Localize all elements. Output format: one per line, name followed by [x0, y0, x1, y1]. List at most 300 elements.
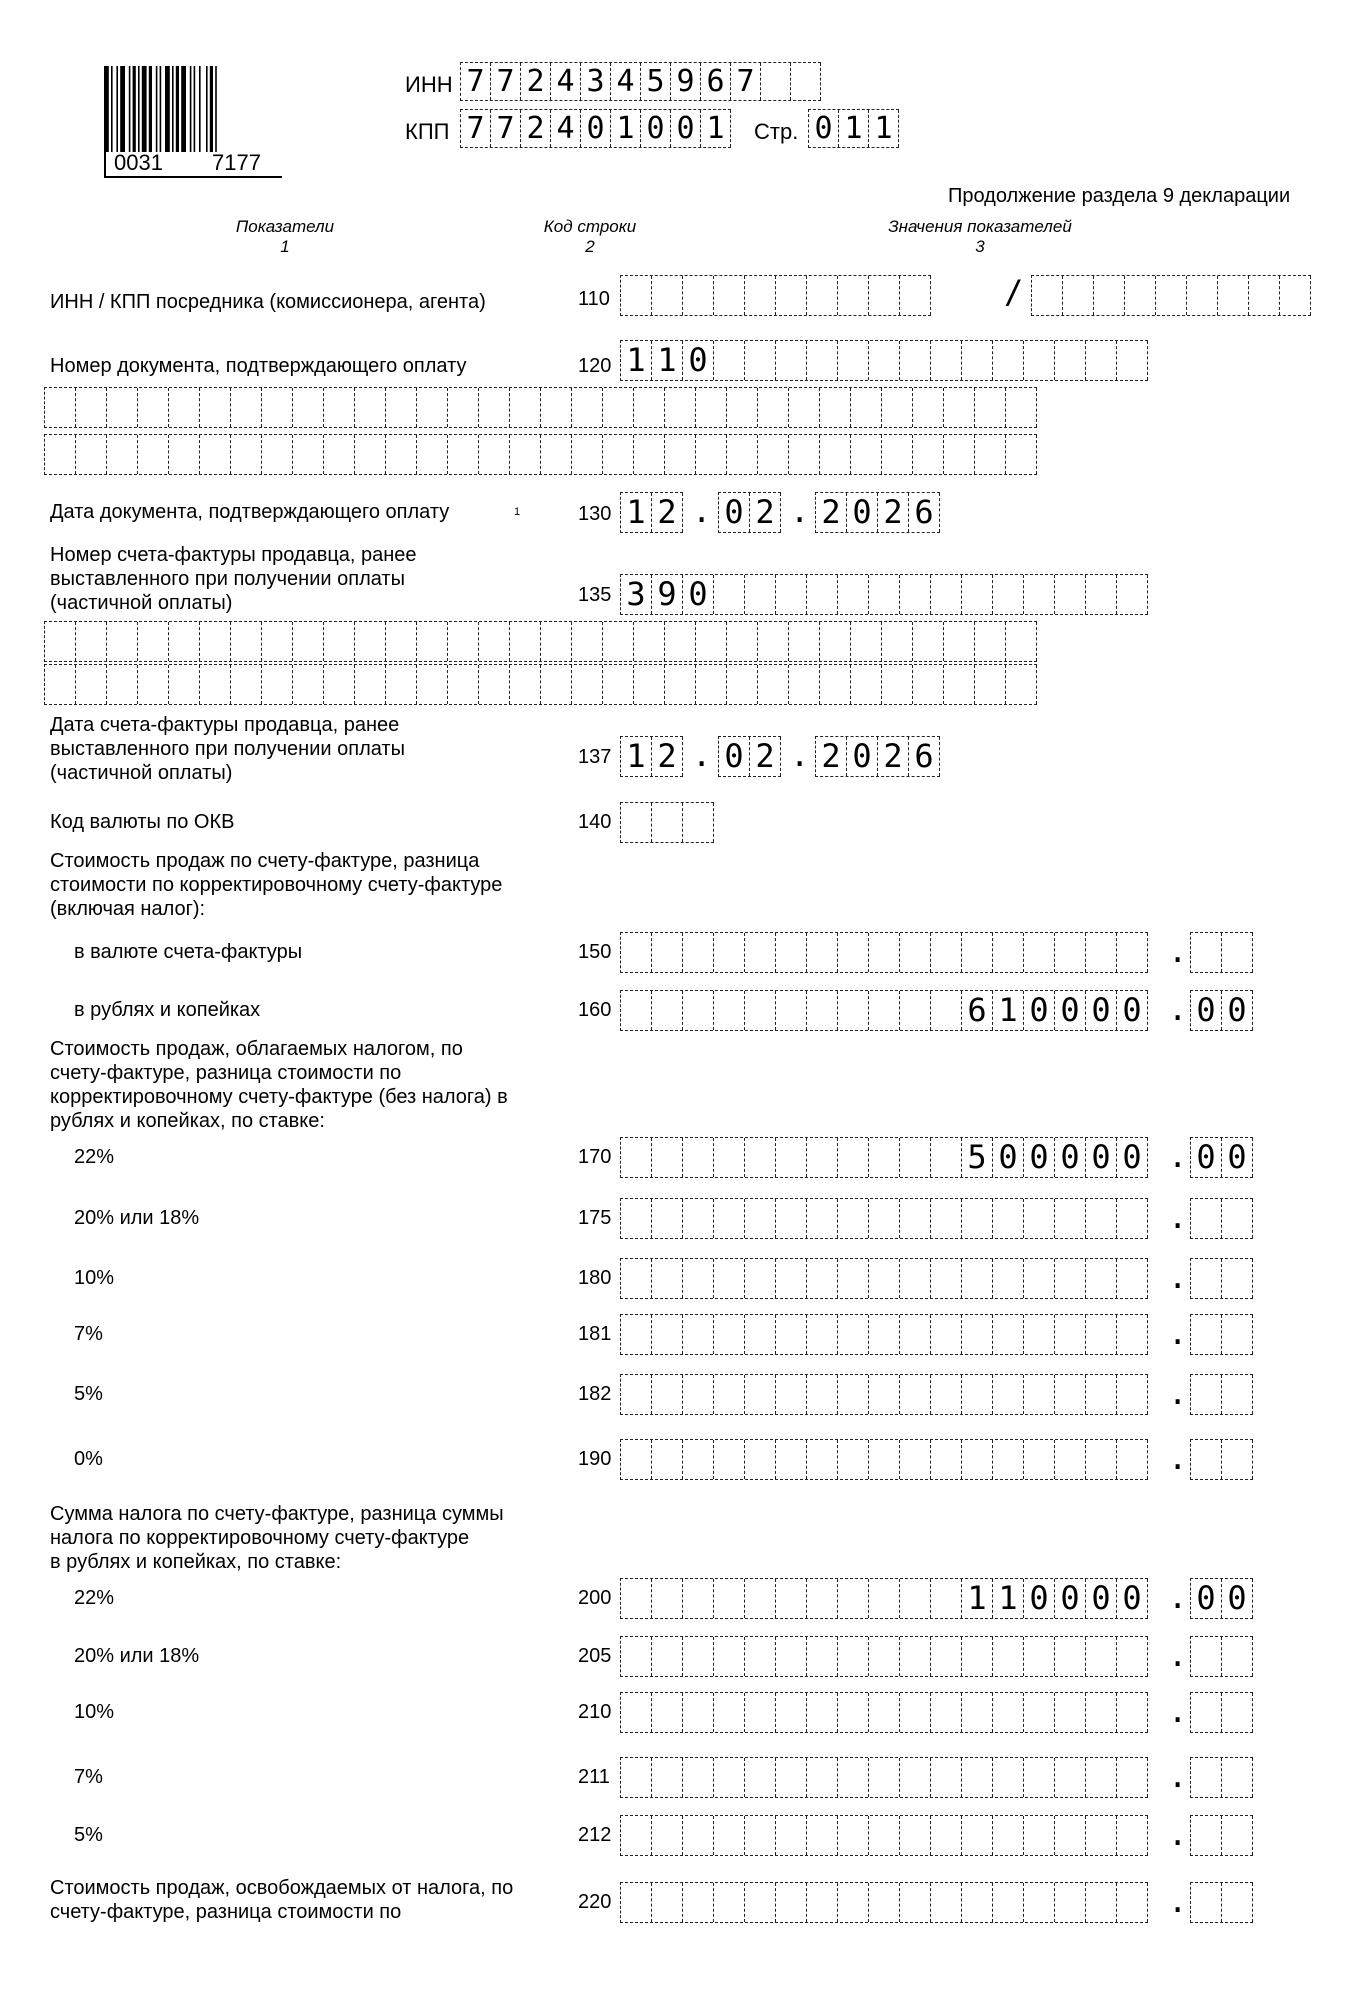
char-cell[interactable]: 0	[1191, 1138, 1222, 1177]
char-cell[interactable]	[1222, 933, 1253, 972]
char-cell[interactable]	[758, 435, 789, 474]
char-cell[interactable]: 0	[581, 110, 611, 147]
char-cell[interactable]	[665, 622, 696, 661]
char-cell[interactable]	[869, 1259, 900, 1298]
char-cell[interactable]	[993, 341, 1024, 380]
char-cell[interactable]	[652, 1816, 683, 1855]
char-cell[interactable]	[1024, 1199, 1055, 1238]
char-cell[interactable]	[745, 1259, 776, 1298]
char-cell[interactable]	[869, 1637, 900, 1676]
char-cell[interactable]: 2	[816, 737, 847, 776]
char-cell[interactable]	[683, 803, 714, 842]
char-cell[interactable]	[962, 1440, 993, 1479]
char-cell[interactable]	[621, 803, 652, 842]
char-cell[interactable]: 0	[1024, 991, 1055, 1030]
char-cell[interactable]	[869, 341, 900, 380]
char-cell[interactable]	[1055, 1637, 1086, 1676]
char-cell[interactable]	[417, 665, 448, 704]
char-cell[interactable]	[652, 276, 683, 315]
char-cell[interactable]	[683, 1440, 714, 1479]
char-cell[interactable]: 7	[461, 110, 491, 147]
char-cell[interactable]	[931, 1138, 962, 1177]
char-cell[interactable]	[107, 622, 138, 661]
row-170-kopecks-field[interactable]	[1190, 1137, 1253, 1178]
char-cell[interactable]	[138, 435, 169, 474]
char-cell[interactable]: 4	[551, 110, 581, 147]
char-cell[interactable]	[1117, 1375, 1148, 1414]
row-120-field[interactable]	[620, 340, 1148, 381]
char-cell[interactable]	[714, 1816, 745, 1855]
char-cell[interactable]	[993, 1375, 1024, 1414]
char-cell[interactable]	[900, 1199, 931, 1238]
char-cell[interactable]	[1249, 276, 1280, 315]
char-cell[interactable]	[652, 991, 683, 1030]
char-cell[interactable]	[621, 1138, 652, 1177]
char-cell[interactable]	[962, 1259, 993, 1298]
char-cell[interactable]	[1222, 1440, 1253, 1479]
char-cell[interactable]	[807, 1579, 838, 1618]
char-cell[interactable]	[696, 435, 727, 474]
char-cell[interactable]	[621, 933, 652, 972]
char-cell[interactable]: 0	[1222, 1138, 1253, 1177]
char-cell[interactable]	[1024, 1440, 1055, 1479]
char-cell[interactable]	[1086, 933, 1117, 972]
row-120-field-line-2[interactable]	[44, 387, 1037, 428]
char-cell[interactable]	[417, 388, 448, 427]
char-cell[interactable]: 3	[621, 575, 652, 614]
char-cell[interactable]	[993, 1259, 1024, 1298]
char-cell[interactable]	[510, 388, 541, 427]
char-cell[interactable]	[900, 1138, 931, 1177]
char-cell[interactable]	[293, 622, 324, 661]
char-cell[interactable]: 0	[847, 737, 878, 776]
char-cell[interactable]	[900, 1579, 931, 1618]
char-cell[interactable]	[541, 665, 572, 704]
char-cell[interactable]	[541, 622, 572, 661]
char-cell[interactable]	[931, 1375, 962, 1414]
char-cell[interactable]	[714, 1199, 745, 1238]
char-cell[interactable]	[1086, 1883, 1117, 1922]
char-cell[interactable]: 0	[1222, 1579, 1253, 1618]
char-cell[interactable]	[1006, 665, 1037, 704]
char-cell[interactable]	[45, 388, 76, 427]
char-cell[interactable]	[882, 435, 913, 474]
row-190-kopecks-field[interactable]	[1190, 1439, 1253, 1480]
char-cell[interactable]	[900, 1637, 931, 1676]
char-cell[interactable]: 1	[993, 991, 1024, 1030]
char-cell[interactable]	[882, 388, 913, 427]
char-cell[interactable]	[417, 622, 448, 661]
char-cell[interactable]	[1117, 1637, 1148, 1676]
char-cell[interactable]	[448, 388, 479, 427]
char-cell[interactable]	[931, 991, 962, 1030]
char-cell[interactable]	[621, 1693, 652, 1732]
char-cell[interactable]	[1117, 341, 1148, 380]
char-cell[interactable]	[807, 1637, 838, 1676]
char-cell[interactable]	[1125, 276, 1156, 315]
char-cell[interactable]	[1191, 1693, 1222, 1732]
char-cell[interactable]	[993, 1440, 1024, 1479]
char-cell[interactable]	[931, 1693, 962, 1732]
char-cell[interactable]	[869, 276, 900, 315]
char-cell[interactable]	[169, 665, 200, 704]
char-cell[interactable]	[1024, 1315, 1055, 1354]
char-cell[interactable]	[714, 575, 745, 614]
char-cell[interactable]	[776, 1579, 807, 1618]
char-cell[interactable]	[603, 622, 634, 661]
char-cell[interactable]	[652, 1579, 683, 1618]
char-cell[interactable]	[714, 1637, 745, 1676]
char-cell[interactable]	[714, 1883, 745, 1922]
char-cell[interactable]	[1006, 435, 1037, 474]
char-cell[interactable]	[931, 1259, 962, 1298]
row-205-rubles-field[interactable]	[620, 1636, 1148, 1677]
char-cell[interactable]	[1191, 1259, 1222, 1298]
char-cell[interactable]	[76, 622, 107, 661]
char-cell[interactable]: 0	[1024, 1579, 1055, 1618]
char-cell[interactable]	[931, 933, 962, 972]
char-cell[interactable]	[900, 276, 931, 315]
char-cell[interactable]	[1086, 1259, 1117, 1298]
char-cell[interactable]	[572, 665, 603, 704]
char-cell[interactable]	[1117, 1440, 1148, 1479]
char-cell[interactable]: 2	[652, 493, 683, 532]
char-cell[interactable]	[1086, 1816, 1117, 1855]
char-cell[interactable]: 1	[993, 1579, 1024, 1618]
char-cell[interactable]	[913, 388, 944, 427]
char-cell[interactable]	[169, 388, 200, 427]
char-cell[interactable]	[1055, 1883, 1086, 1922]
char-cell[interactable]	[386, 388, 417, 427]
char-cell[interactable]	[621, 276, 652, 315]
row-110-inn-field[interactable]	[620, 275, 931, 316]
char-cell[interactable]	[869, 575, 900, 614]
char-cell[interactable]	[807, 1440, 838, 1479]
char-cell[interactable]	[714, 1375, 745, 1414]
char-cell[interactable]	[621, 1758, 652, 1797]
char-cell[interactable]	[107, 435, 138, 474]
char-cell[interactable]	[1117, 1315, 1148, 1354]
char-cell[interactable]	[231, 665, 262, 704]
char-cell[interactable]	[1222, 1637, 1253, 1676]
char-cell[interactable]	[621, 1199, 652, 1238]
char-cell[interactable]	[851, 665, 882, 704]
char-cell[interactable]	[355, 388, 386, 427]
char-cell[interactable]	[745, 933, 776, 972]
row-130-day-field[interactable]	[620, 492, 683, 533]
char-cell[interactable]	[200, 665, 231, 704]
char-cell[interactable]	[1032, 276, 1063, 315]
char-cell[interactable]	[869, 933, 900, 972]
char-cell[interactable]: 6	[701, 63, 731, 100]
char-cell[interactable]	[807, 1199, 838, 1238]
char-cell[interactable]	[745, 575, 776, 614]
row-160-kopecks-field[interactable]	[1190, 990, 1253, 1031]
char-cell[interactable]	[776, 575, 807, 614]
char-cell[interactable]	[510, 665, 541, 704]
row-137-month-field[interactable]	[718, 736, 781, 777]
char-cell[interactable]	[820, 388, 851, 427]
char-cell[interactable]	[1280, 276, 1311, 315]
char-cell[interactable]	[603, 388, 634, 427]
char-cell[interactable]: 1	[621, 341, 652, 380]
char-cell[interactable]	[851, 388, 882, 427]
char-cell[interactable]	[993, 575, 1024, 614]
char-cell[interactable]: 0	[1191, 1579, 1222, 1618]
char-cell[interactable]	[293, 388, 324, 427]
char-cell[interactable]	[1191, 1315, 1222, 1354]
char-cell[interactable]	[76, 665, 107, 704]
char-cell[interactable]	[727, 622, 758, 661]
char-cell[interactable]	[758, 622, 789, 661]
char-cell[interactable]	[1191, 1883, 1222, 1922]
char-cell[interactable]: 0	[683, 341, 714, 380]
char-cell[interactable]	[76, 388, 107, 427]
char-cell[interactable]	[882, 665, 913, 704]
row-110-kpp-field[interactable]	[1031, 275, 1311, 316]
char-cell[interactable]	[1024, 1883, 1055, 1922]
char-cell[interactable]	[851, 622, 882, 661]
char-cell[interactable]	[776, 276, 807, 315]
char-cell[interactable]	[1222, 1375, 1253, 1414]
char-cell[interactable]	[683, 1816, 714, 1855]
char-cell[interactable]	[1086, 1315, 1117, 1354]
char-cell[interactable]	[745, 1440, 776, 1479]
char-cell[interactable]	[745, 1883, 776, 1922]
char-cell[interactable]	[1024, 575, 1055, 614]
char-cell[interactable]	[789, 665, 820, 704]
row-190-rubles-field[interactable]	[620, 1439, 1148, 1480]
char-cell[interactable]	[838, 1440, 869, 1479]
row-130-month-field[interactable]	[718, 492, 781, 533]
row-120-field-line-3[interactable]	[44, 434, 1037, 475]
char-cell[interactable]: 1	[611, 110, 641, 147]
row-210-rubles-field[interactable]	[620, 1692, 1148, 1733]
char-cell[interactable]: 0	[1055, 1138, 1086, 1177]
char-cell[interactable]	[962, 1758, 993, 1797]
char-cell[interactable]	[820, 665, 851, 704]
char-cell[interactable]: 0	[1191, 991, 1222, 1030]
char-cell[interactable]: 2	[878, 737, 909, 776]
row-181-rubles-field[interactable]	[620, 1314, 1148, 1355]
char-cell[interactable]	[652, 1138, 683, 1177]
char-cell[interactable]	[962, 575, 993, 614]
char-cell[interactable]: 1	[652, 341, 683, 380]
char-cell[interactable]	[634, 622, 665, 661]
char-cell[interactable]: 0	[719, 737, 750, 776]
char-cell[interactable]: 2	[878, 493, 909, 532]
char-cell[interactable]	[1086, 341, 1117, 380]
char-cell[interactable]	[714, 1758, 745, 1797]
char-cell[interactable]	[572, 622, 603, 661]
char-cell[interactable]	[621, 1816, 652, 1855]
char-cell[interactable]	[200, 435, 231, 474]
row-160-rubles-field[interactable]	[620, 990, 1148, 1031]
char-cell[interactable]	[1187, 276, 1218, 315]
char-cell[interactable]	[45, 435, 76, 474]
char-cell[interactable]	[807, 341, 838, 380]
char-cell[interactable]	[683, 991, 714, 1030]
row-211-rubles-field[interactable]	[620, 1757, 1148, 1798]
char-cell[interactable]	[683, 276, 714, 315]
char-cell[interactable]	[838, 1259, 869, 1298]
char-cell[interactable]	[293, 665, 324, 704]
char-cell[interactable]	[1222, 1693, 1253, 1732]
char-cell[interactable]	[776, 1758, 807, 1797]
row-170-rubles-field[interactable]	[620, 1137, 1148, 1178]
char-cell[interactable]	[1117, 1758, 1148, 1797]
char-cell[interactable]: 2	[750, 493, 781, 532]
char-cell[interactable]	[776, 991, 807, 1030]
char-cell[interactable]	[1086, 1637, 1117, 1676]
char-cell[interactable]: 0	[1117, 1579, 1148, 1618]
char-cell[interactable]	[776, 1259, 807, 1298]
char-cell[interactable]	[807, 1315, 838, 1354]
char-cell[interactable]	[1117, 1816, 1148, 1855]
char-cell[interactable]	[138, 665, 169, 704]
char-cell[interactable]	[448, 435, 479, 474]
char-cell[interactable]: 2	[521, 63, 551, 100]
char-cell[interactable]: 0	[1055, 1579, 1086, 1618]
char-cell[interactable]	[386, 622, 417, 661]
char-cell[interactable]: 1	[621, 737, 652, 776]
char-cell[interactable]: 2	[750, 737, 781, 776]
char-cell[interactable]: 7	[491, 110, 521, 147]
char-cell[interactable]	[138, 388, 169, 427]
char-cell[interactable]	[1055, 1199, 1086, 1238]
char-cell[interactable]	[962, 933, 993, 972]
char-cell[interactable]	[962, 341, 993, 380]
char-cell[interactable]	[45, 622, 76, 661]
row-210-kopecks-field[interactable]	[1190, 1692, 1253, 1733]
char-cell[interactable]	[807, 1693, 838, 1732]
char-cell[interactable]: 0	[993, 1138, 1024, 1177]
char-cell[interactable]	[169, 622, 200, 661]
char-cell[interactable]: 6	[962, 991, 993, 1030]
char-cell[interactable]	[603, 435, 634, 474]
char-cell[interactable]: 2	[521, 110, 551, 147]
char-cell[interactable]	[683, 1637, 714, 1676]
char-cell[interactable]	[665, 435, 696, 474]
char-cell[interactable]	[745, 1315, 776, 1354]
char-cell[interactable]: 1	[869, 110, 899, 147]
row-135-field[interactable]	[620, 574, 1148, 615]
char-cell[interactable]	[541, 435, 572, 474]
char-cell[interactable]	[975, 435, 1006, 474]
char-cell[interactable]	[807, 1375, 838, 1414]
char-cell[interactable]	[1191, 933, 1222, 972]
char-cell[interactable]	[745, 991, 776, 1030]
char-cell[interactable]	[603, 665, 634, 704]
row-137-day-field[interactable]	[620, 736, 683, 777]
char-cell[interactable]	[962, 1816, 993, 1855]
char-cell[interactable]	[231, 435, 262, 474]
row-182-kopecks-field[interactable]	[1190, 1374, 1253, 1415]
char-cell[interactable]	[1024, 933, 1055, 972]
char-cell[interactable]	[931, 1199, 962, 1238]
char-cell[interactable]	[761, 63, 791, 100]
char-cell[interactable]	[1055, 341, 1086, 380]
char-cell[interactable]	[1191, 1199, 1222, 1238]
char-cell[interactable]	[869, 1758, 900, 1797]
char-cell[interactable]	[714, 341, 745, 380]
char-cell[interactable]	[652, 1883, 683, 1922]
char-cell[interactable]	[882, 622, 913, 661]
char-cell[interactable]	[745, 1758, 776, 1797]
char-cell[interactable]	[1117, 933, 1148, 972]
char-cell[interactable]: 6	[909, 737, 940, 776]
char-cell[interactable]	[1055, 1259, 1086, 1298]
char-cell[interactable]	[107, 665, 138, 704]
char-cell[interactable]	[1006, 622, 1037, 661]
char-cell[interactable]	[776, 1315, 807, 1354]
char-cell[interactable]: 0	[1086, 991, 1117, 1030]
char-cell[interactable]	[714, 933, 745, 972]
char-cell[interactable]	[758, 665, 789, 704]
char-cell[interactable]	[714, 1259, 745, 1298]
char-cell[interactable]	[776, 1883, 807, 1922]
char-cell[interactable]	[714, 276, 745, 315]
char-cell[interactable]	[1024, 1816, 1055, 1855]
char-cell[interactable]: 1	[621, 493, 652, 532]
char-cell[interactable]	[838, 1693, 869, 1732]
char-cell[interactable]	[745, 1375, 776, 1414]
char-cell[interactable]	[838, 1138, 869, 1177]
char-cell[interactable]	[1055, 1315, 1086, 1354]
char-cell[interactable]	[714, 1693, 745, 1732]
char-cell[interactable]	[776, 1440, 807, 1479]
char-cell[interactable]	[448, 665, 479, 704]
char-cell[interactable]: 3	[581, 63, 611, 100]
char-cell[interactable]: 9	[652, 575, 683, 614]
char-cell[interactable]	[993, 1816, 1024, 1855]
char-cell[interactable]	[745, 1693, 776, 1732]
row-135-field-line-3[interactable]	[44, 664, 1037, 705]
char-cell[interactable]: 0	[683, 575, 714, 614]
char-cell[interactable]	[386, 435, 417, 474]
char-cell[interactable]	[1191, 1758, 1222, 1797]
char-cell[interactable]	[200, 622, 231, 661]
row-211-kopecks-field[interactable]	[1190, 1757, 1253, 1798]
char-cell[interactable]	[1218, 276, 1249, 315]
char-cell[interactable]	[993, 1693, 1024, 1732]
char-cell[interactable]: 1	[839, 110, 869, 147]
char-cell[interactable]	[869, 1375, 900, 1414]
char-cell[interactable]	[789, 435, 820, 474]
char-cell[interactable]	[572, 388, 603, 427]
char-cell[interactable]: 0	[1117, 1138, 1148, 1177]
char-cell[interactable]: 5	[962, 1138, 993, 1177]
char-cell[interactable]: 4	[611, 63, 641, 100]
char-cell[interactable]	[448, 622, 479, 661]
char-cell[interactable]	[900, 1440, 931, 1479]
char-cell[interactable]	[621, 1883, 652, 1922]
char-cell[interactable]	[1222, 1758, 1253, 1797]
char-cell[interactable]: 0	[1086, 1138, 1117, 1177]
char-cell[interactable]	[838, 1579, 869, 1618]
char-cell[interactable]	[900, 933, 931, 972]
char-cell[interactable]	[727, 388, 758, 427]
row-135-field-line-2[interactable]	[44, 621, 1037, 662]
char-cell[interactable]	[621, 1440, 652, 1479]
char-cell[interactable]	[1063, 276, 1094, 315]
char-cell[interactable]	[714, 1579, 745, 1618]
char-cell[interactable]	[1191, 1375, 1222, 1414]
char-cell[interactable]	[1222, 1883, 1253, 1922]
char-cell[interactable]	[541, 388, 572, 427]
char-cell[interactable]	[776, 341, 807, 380]
char-cell[interactable]	[913, 665, 944, 704]
